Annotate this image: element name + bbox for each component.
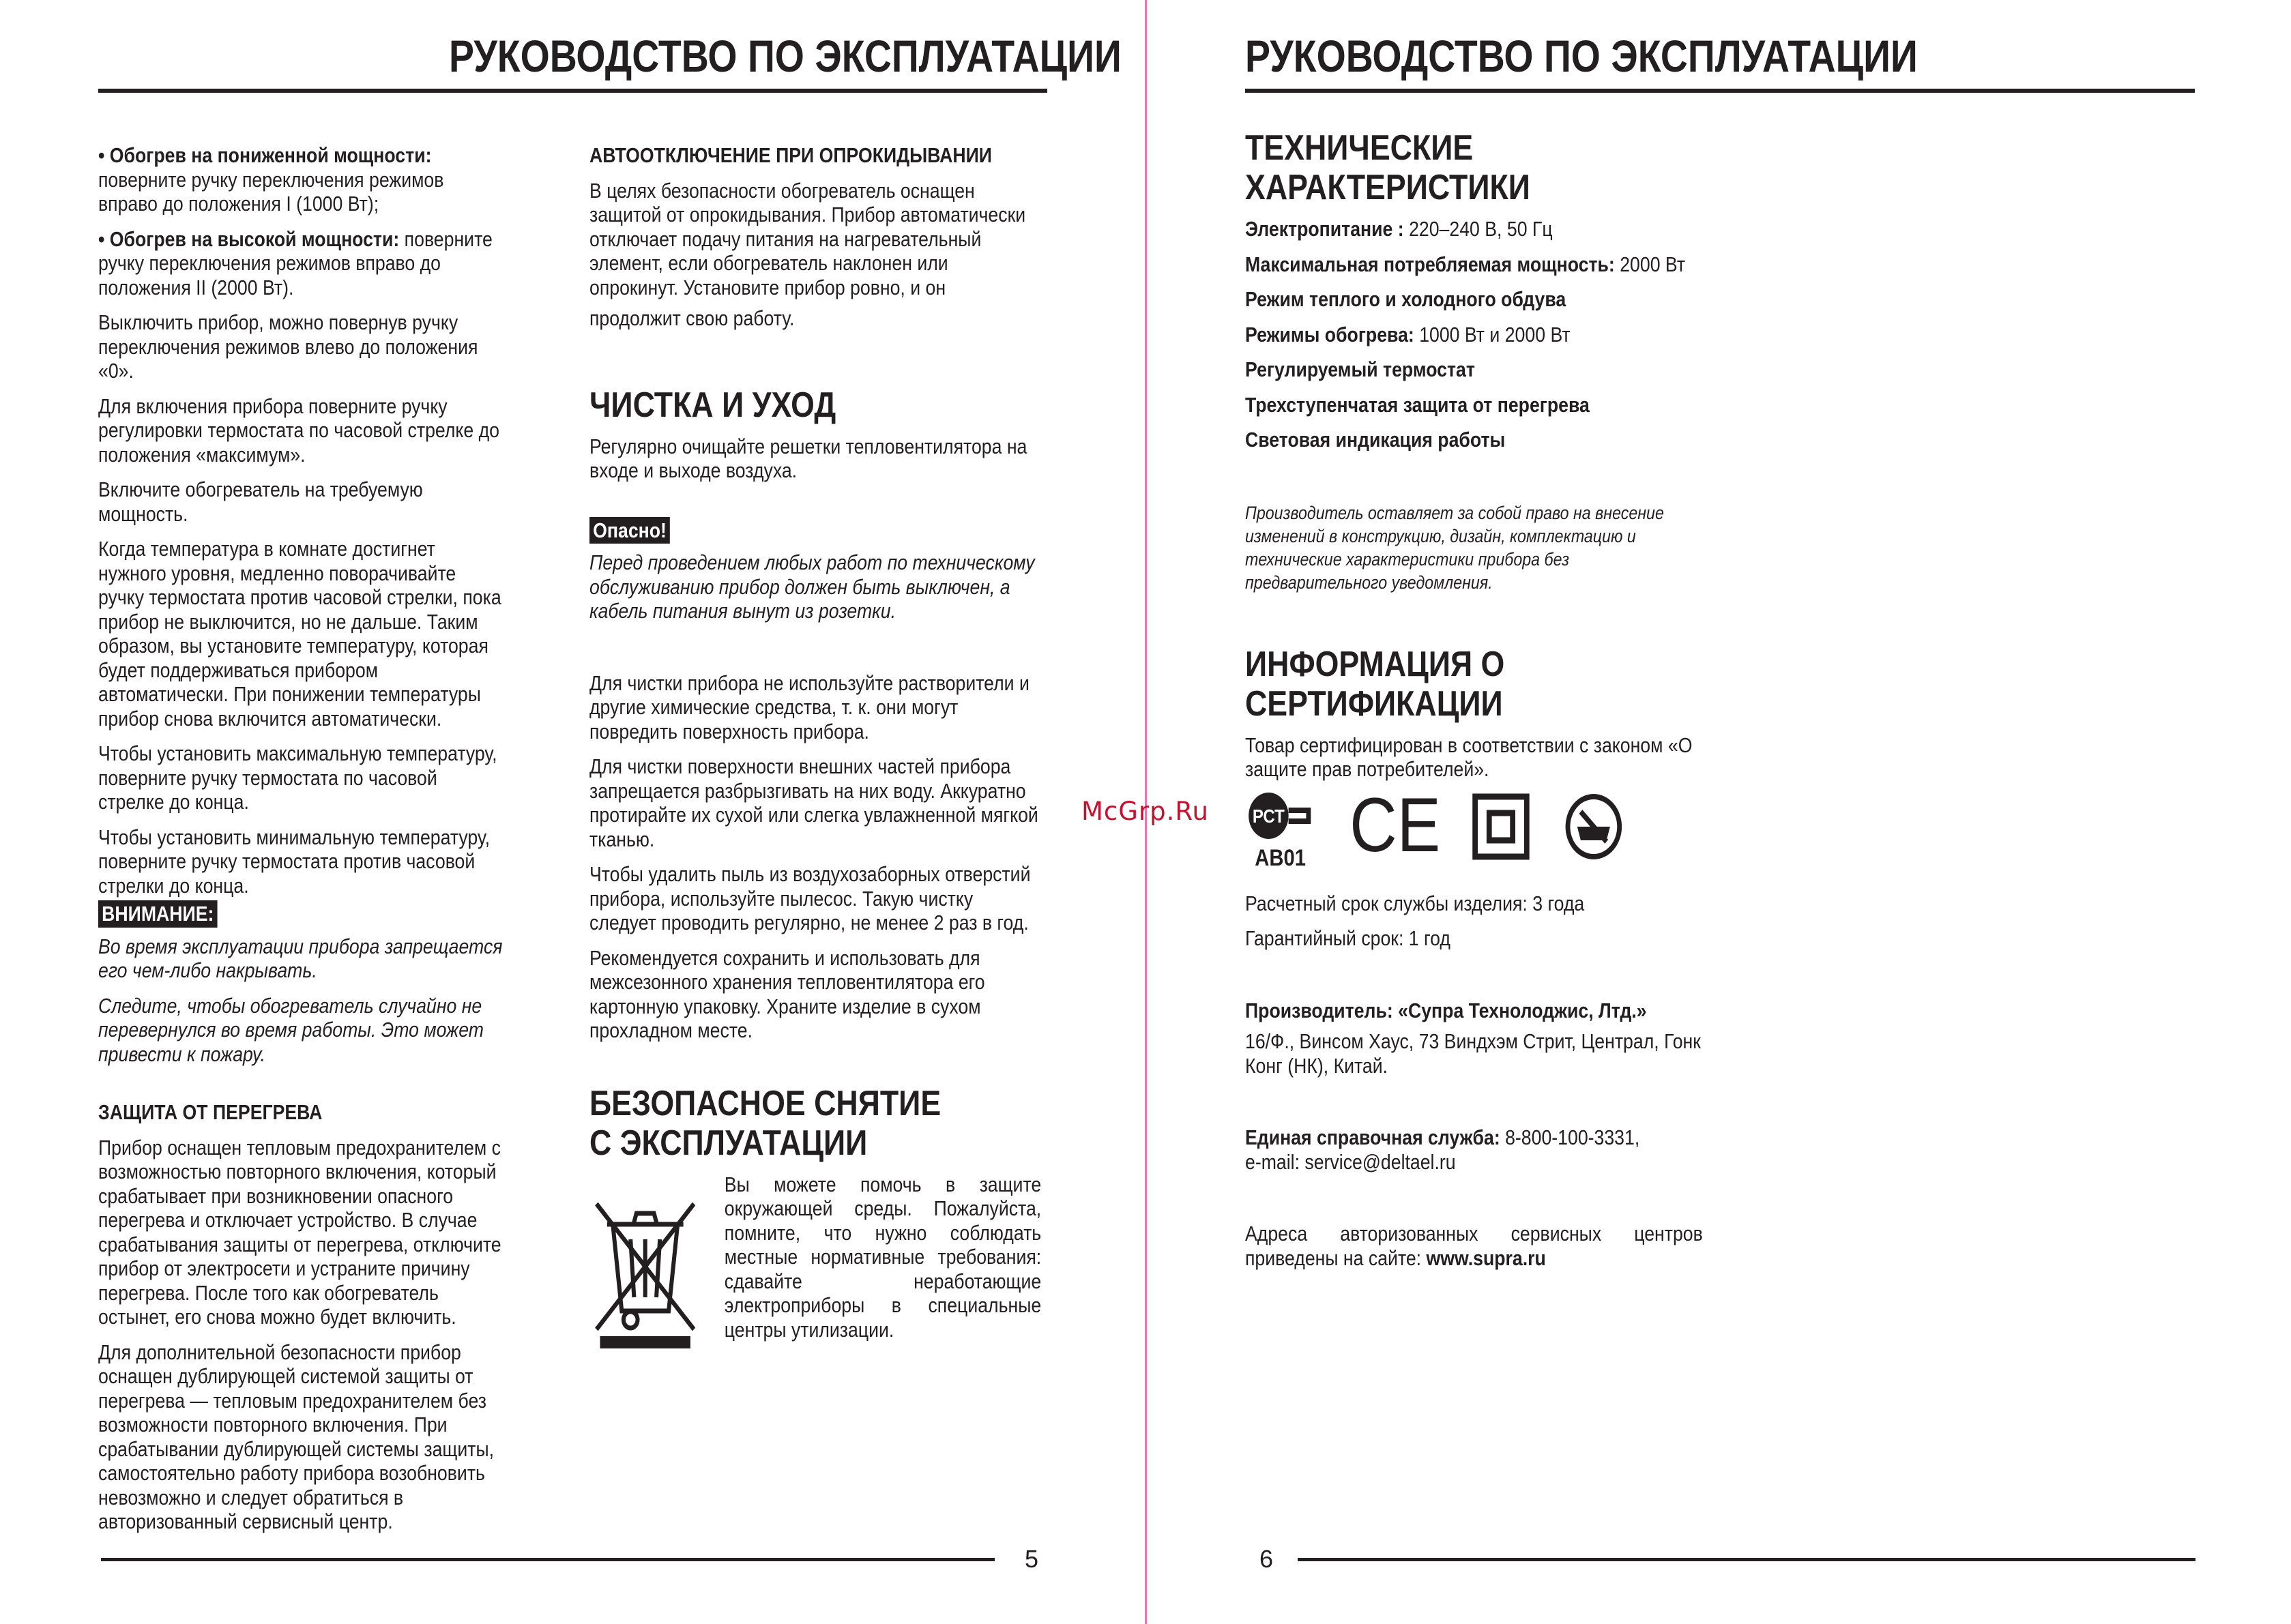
spec-value: 1000 Вт и 2000 Вт — [1414, 322, 1571, 346]
email: e-mail: service@deltael.ru — [1245, 1149, 1456, 1174]
disclaimer: Производитель оставляет за собой право на внесение изменений в конструкцию, дизайн, комплектацию и технические характеристики прибора без предварительного уведомления. — [1245, 502, 1664, 593]
spec-label: Режим теплого и холодного обдува — [1245, 287, 1566, 311]
cleaning-text-1: Регулярно очищайте решетки тепловентилятора на входе и выходе воздуха. — [589, 434, 1027, 482]
tip-over-text: В целях безопасности обогреватель оснащен защитой от опрокидывания. Прибор автоматически отключает подачу питания на нагревательный элемент, если обогреватель наклонен или опрокинут. Установите прибор ровно, и он — [589, 178, 1026, 299]
disposal-title-line-1: БЕЗОПАСНОЕ СНЯТИЕ — [589, 1083, 942, 1123]
disposal-text: Вы можете помочь в защите окружающей среды. Пожалуйста, помните, что нужно соблюдать местные нормативные требования: сдавайте неработающие электроприборы в специальные центры утилизации. — [724, 1172, 1042, 1342]
page-header: РУКОВОДСТВО ПО ЭКСПЛУАТАЦИИ — [1245, 31, 1918, 81]
service-centers-text: Адреса авторизованных сервисных центров приведены на сайте: — [1245, 1222, 1703, 1270]
spec-label: Световая индикация работы — [1245, 428, 1506, 452]
attention-text-2: Следите, чтобы обогреватель случайно не перевернулся во время работы. Это может привести к пожару. — [98, 993, 484, 1066]
spec-label: Электропитание : — [1245, 217, 1404, 241]
spec-label: Трехступенчатая защита от перегрева — [1245, 392, 1590, 417]
spec-label: Регулируемый термостат — [1245, 357, 1475, 381]
certification-title: ИНФОРМАЦИЯ О СЕРТИФИКАЦИИ — [1245, 644, 1505, 724]
spec-item — [1245, 393, 1703, 417]
danger-tag: Опасно! — [589, 517, 670, 544]
tip-over-title: АВТООТКЛЮЧЕНИЕ ПРИ ОПРОКИДЫВАНИИ — [589, 143, 992, 167]
spec-item — [1245, 428, 1703, 452]
paragraph-temperature: Когда температура в комнате достигнет нужного уровня, медленно поворачивайте ручку термостата против часовой стрелки, пока прибор не выключится, но не дальше. Таким образом, вы установите температуру, которая будет поддерживаться прибором автоматически. При понижении температуры прибор снова включится автоматически. — [98, 537, 501, 730]
tech-specs-title: ТЕХНИЧЕСКИЕ ХАРАКТЕРИСТИКИ — [1245, 128, 1530, 207]
spec-item — [1245, 252, 1703, 277]
high-power-title: • Обогрев на высокой мощности: — [98, 226, 400, 251]
no-bath-icon — [1564, 793, 1623, 866]
certification-text: Товар сертифицирован в соответствии с законом «О защите прав потребителей». — [1245, 733, 1693, 781]
warranty: Гарантийный срок: 1 год — [1245, 926, 1450, 950]
ce-mark-icon — [1349, 793, 1438, 866]
service-site-link[interactable]: www.supra.ru — [1426, 1245, 1546, 1270]
spec-label: Режимы обогрева: — [1245, 322, 1414, 346]
paragraph-max-temp: Чтобы установить максимальную температуру, поверните ручку термостата по часовой стрелке до конца. — [98, 741, 497, 814]
column-2 — [589, 143, 1041, 1353]
cleaning-text-2: Для чистки прибора не используйте растворители и другие химические средства, т. к. они могут повредить поверхность прибора. — [589, 670, 1030, 743]
watermark: McGrp.Ru — [1081, 797, 1209, 826]
overheat-text-1: Прибор оснащен тепловым предохранителем с возможностью повторного включения, который срабатывает при возникновении опасного перегрева и отключает устройство. В случае срабатывания защиты от перегрева, отключите прибор от электросети и устраните причину перегрева. После того как обогреватель остынет, его снова можно будет включить. — [98, 1135, 501, 1329]
header-rule — [1245, 89, 2195, 93]
paragraph-min-temp: Чтобы установить минимальную температуру, поверните ручку термостата против часовой стрелки до конца. — [98, 825, 490, 898]
disposal-title-line-2: С ЭКСПЛУАТАЦИИ — [589, 1123, 868, 1163]
weee-bin-icon — [589, 1172, 705, 1354]
service-life: Расчетный срок службы изделия: 3 года — [1245, 891, 1585, 915]
high-power-text: поверните ручку переключения режимов вправо до положения II (2000 Вт). — [98, 226, 493, 299]
tip-over-text-cont: продолжит свою работу. — [589, 306, 795, 330]
spec-item — [1245, 323, 1703, 347]
certification-icons — [1245, 788, 1703, 871]
paragraph-power: Включите обогреватель на требуемую мощность. — [98, 477, 423, 526]
spec-item — [1245, 357, 1703, 382]
spec-list — [1245, 217, 1703, 452]
manufacturer-label: Производитель: «Супра Технолоджис, Лтд.» — [1245, 998, 1647, 1022]
cleaning-text-5: Рекомендуется сохранить и использовать для межсезонного хранения тепловентилятора его картонную упаковку. Храните изделие в сухом прохладном месте. — [589, 945, 985, 1042]
helpline-label: Единая справочная служба: — [1245, 1125, 1500, 1149]
paragraph-on: Для включения прибора поверните ручку регулировки термостата по часовой стрелке до положения «максимум». — [98, 394, 499, 467]
page-number: 6 — [1259, 1545, 1274, 1573]
footer-rule — [101, 1558, 995, 1561]
overheat-title: ЗАЩИТА ОТ ПЕРЕГРЕВА — [98, 1100, 323, 1124]
attention-tag: ВНИМАНИЕ: — [98, 900, 218, 928]
spec-value: 220–240 В, 50 Гц — [1403, 217, 1553, 241]
cleaning-title: ЧИСТКА И УХОД — [589, 385, 836, 425]
cleaning-text-4: Чтобы удалить пыль из воздухозаборных отверстий прибора, используйте пылесос. Такую чистку следует проводить регулярно, не менее 2 раз в год. — [589, 862, 1031, 934]
page-header: РУКОВОДСТВО ПО ЭКСПЛУАТАЦИИ — [449, 31, 1122, 81]
low-power-title: • Обогрев на пониженной мощности: — [98, 143, 432, 167]
spec-value: 2000 Вт — [1614, 252, 1686, 276]
overheat-text-2: Для дополнительной безопасности прибор оснащен дублирующей системой защиты от перегрева — тепловым предохранителем без возможности повторного включения. При срабатывании дублирующей системы защиты, самостоятельно работу прибора возобновить невозможно и следует обратиться в авторизованный сервисный центр. — [98, 1340, 495, 1533]
attention-text-1: Во время эксплуатации прибора запрещается его чем-либо накрывать. — [98, 934, 503, 982]
paragraph-off: Выключить прибор, можно повернув ручку переключения режимов влево до положения «0». — [98, 310, 478, 383]
right-column — [1245, 128, 1703, 1281]
page-6 — [1146, 0, 2291, 1624]
helpline-number: 8-800-100-3331, — [1500, 1125, 1640, 1149]
danger-text: Перед проведением любых работ по техническому обслуживанию прибор должен быть выключен, а кабель питания вынут из розетки. — [589, 550, 1035, 623]
class-ii-icon — [1472, 793, 1530, 866]
low-power-text: поверните ручку переключения режимов вправо до положения I (1000 Вт); — [98, 167, 444, 216]
header-rule — [98, 89, 1047, 93]
column-1 — [98, 143, 503, 1545]
page-number: 5 — [1025, 1545, 1039, 1573]
manufacturer-address: 16/Ф., Винсом Хаус, 73 Виндхэм Стрит, Централ, Гонк Конг (НК), Китай. — [1245, 1029, 1701, 1078]
certification-code: АВ01 — [1255, 845, 1306, 871]
footer-rule — [1298, 1558, 2195, 1561]
pct-mark-icon — [1245, 788, 1315, 871]
spec-label: Максимальная потребляемая мощность: — [1245, 252, 1615, 276]
page-5 — [0, 0, 1145, 1624]
svg-text:CE: CE — [1349, 793, 1438, 861]
spec-item — [1245, 217, 1703, 241]
svg-text:РСТ: РСТ — [1252, 804, 1285, 827]
spec-item — [1245, 287, 1703, 312]
cleaning-text-3: Для чистки поверхности внешних частей прибора запрещается разбрызгивать на них воду. Аккуратно протирайте их сухой или слегка увлажненной мягкой тканью. — [589, 754, 1038, 851]
